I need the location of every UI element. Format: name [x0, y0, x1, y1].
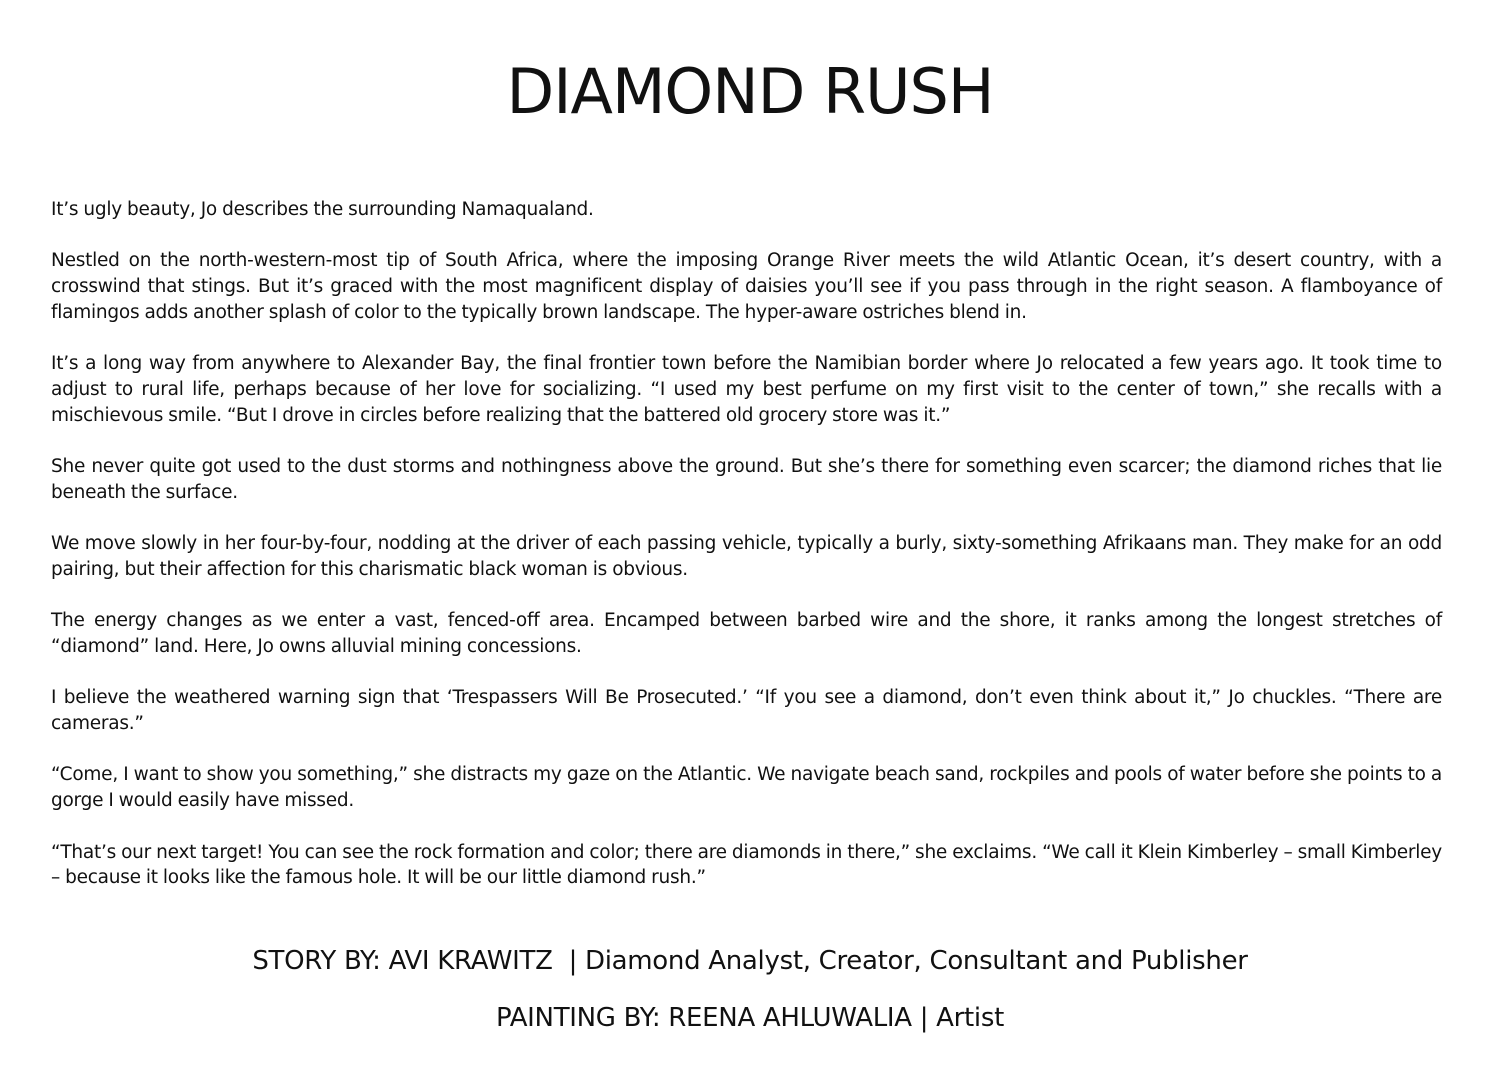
paragraph-5: We move slowly in her four-by-four, nodding at the driver of each passing vehicle, typically a burly, sixty-something Afrikaans man. They make for an odd pairing, but their affection for this charismatic black woman is obvious.: [51, 533, 1442, 580]
paragraph-7: I believe the weathered warning sign that ‘Trespassers Will Be Prosecuted.’ “If you see a diamond, don’t even think about it,” Jo chuckles. “There are cameras.”: [51, 687, 1442, 735]
article-body: [51, 197, 1442, 917]
story-credit: STORY BY: AVI KRAWITZ | Diamond Analyst, Creator, Consultant and Publisher: [252, 946, 1248, 976]
painting-credit: PAINTING BY: REENA AHLUWALIA | Artist: [495, 1003, 1004, 1033]
paragraph-9: “That’s our next target! You can see the rock formation and color; there are diamonds in there,” she exclaims. “We call it Klein Kimberley – small Kimberley – because it looks like the famous hole. It will be our little diamond rush.”: [51, 841, 1442, 889]
paragraph-3: It’s a long way from anywhere to Alexander Bay, the final frontier town before the Namibian border where Jo relocated a few years ago. It took time to adjust to rural life, perhaps because of her love for socializing. “I used my best perfume on my first visit to the center of town,” she recalls with a mischievous smile. “But I drove in circles before realizing that the battered old grocery store was it.”: [51, 353, 1442, 426]
document-title: DIAMOND RUSH: [506, 55, 994, 128]
paragraph-1: It’s ugly beauty, Jo describes the surrounding Namaqualand.: [51, 199, 594, 220]
paragraph-8: “Come, I want to show you something,” she distracts my gaze on the Atlantic. We navigate beach sand, rockpiles and pools of water before she points to a gorge I would easily have missed.: [51, 764, 1442, 812]
paragraph-4: She never quite got used to the dust storms and nothingness above the ground. But she’s there for something even scarcer; the diamond riches that lie beneath the surface.: [51, 456, 1442, 503]
paragraph-6: The energy changes as we enter a vast, fenced-off area. Encamped between barbed wire and the shore, it ranks among the longest stretches of “diamond” land. Here, Jo owns alluvial mining concessions.: [51, 610, 1442, 658]
paragraph-2: Nestled on the north-western-most tip of South Africa, where the imposing Orange River meets the wild Atlantic Ocean, it’s desert country, with a crosswind that stings. But it’s graced with the most magnificent display of daisies you’ll see if you pass through in the right season. A flamboyance of flamingos adds another splash of color to the typically brown landscape. The hyper-aware ostriches blend in.: [51, 250, 1442, 323]
